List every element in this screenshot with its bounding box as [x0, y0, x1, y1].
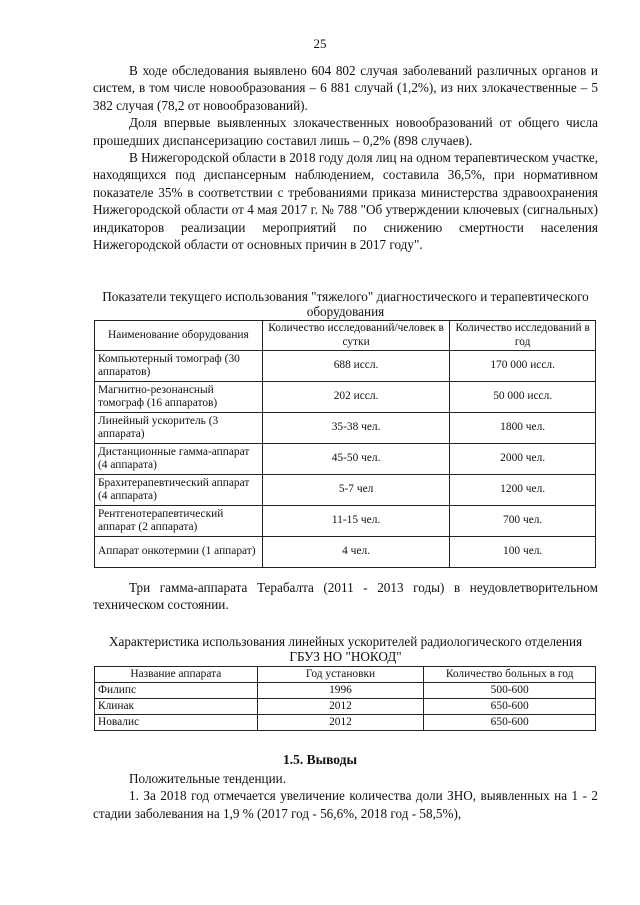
table2-caption: Характеристика использования линейных ускорителей радиологического отделения ГБУЗ НО "НОКОД" [108, 634, 583, 664]
table-row [95, 699, 596, 715]
table-row [95, 382, 596, 413]
paragraph: 1. За 2018 год отмечается увеличение количества доли ЗНО, выявленных на 1 - 2 стадии заболевания на 1,9 % (2017 год - 56,6%, 2018 год - 58,5%), [93, 788, 598, 821]
table-cell: 2012 [257, 699, 424, 715]
table-cell: 5-7 чел [262, 475, 449, 506]
body-text-bottom [93, 770, 598, 822]
table-row [95, 413, 596, 444]
table-cell: 650-600 [424, 699, 596, 715]
table-cell: Линейный ускоритель (3 аппарата) [95, 413, 263, 444]
table-cell: Клинак [95, 699, 258, 715]
table-row [95, 475, 596, 506]
table-cell: 202 иссл. [262, 382, 449, 413]
table-cell: Магнитно-резонансный томограф (16 аппаратов) [95, 382, 263, 413]
table-cell: 1996 [257, 683, 424, 699]
table-cell: 500-600 [424, 683, 596, 699]
table-row [95, 506, 596, 537]
column-header: Название аппарата [95, 667, 258, 683]
table-cell: 1200 чел. [450, 475, 596, 506]
column-header: Количество исследований в год [450, 321, 596, 351]
table-row [95, 444, 596, 475]
column-header: Наименование оборудования [95, 321, 263, 351]
body-text-middle [93, 579, 598, 614]
table-cell: 45-50 чел. [262, 444, 449, 475]
paragraph: В ходе обследования выявлено 604 802 случая заболеваний различных органов и систем, в том числе новообразования – 6 881 случай (1,2%), из них злокачественные – 5 382 случая (78,2 от новообразований). [93, 63, 598, 113]
table-row [95, 351, 596, 382]
paragraph: В Нижегородской области в 2018 году доля лиц на одном терапевтическом участке, находящихся под диспансерным наблюдением, составила 36,5%, при нормативном показателе 35% в соответствии с требованиями приказа министерства здравоохранения Нижегородской области от 4 мая 2017 г. № 788 "Об утверждении ключевых (сигнальных) индикаторов реализации мероприятий по снижению смертности населения Нижегородской области от основных причин в 2017 году". [93, 150, 598, 253]
table-cell: Компьютерный томограф (30 аппаратов) [95, 351, 263, 382]
table-row [95, 715, 596, 731]
table-cell: Рентгенотерапевтический аппарат (2 аппарата) [95, 506, 263, 537]
table-cell: Новалис [95, 715, 258, 731]
paragraph: Положительные тенденции. [129, 771, 287, 786]
column-header: Год установки [257, 667, 424, 683]
table1-caption: Показатели текущего использования "тяжелого" диагностического и терапевтического оборудования [102, 289, 589, 319]
table-cell: 688 иссл. [262, 351, 449, 382]
paragraph: Три гамма-аппарата Терабалта (2011 - 2013 годы) в неудовлетворительном техническом состоянии. [93, 580, 598, 613]
table-cell: 170 000 иссл. [450, 351, 596, 382]
table-cell: 4 чел. [262, 537, 449, 568]
paragraph: Доля впервые выявленных злокачественных новообразований от общего числа прошедших диспансеризацию составил лишь – 0,2% (898 случаев). [93, 115, 598, 148]
table-cell: 1800 чел. [450, 413, 596, 444]
table-header-row [95, 321, 596, 351]
table-cell: 700 чел. [450, 506, 596, 537]
table-cell: 650-600 [424, 715, 596, 731]
table-cell: 2012 [257, 715, 424, 731]
section-heading: 1.5. Выводы [282, 752, 358, 767]
table-cell: Аппарат онкотермии (1 аппарат) [95, 537, 263, 568]
table-row [95, 537, 596, 568]
table-row [95, 683, 596, 699]
table-cell: Дистанционные гамма-аппарат (4 аппарата) [95, 444, 263, 475]
column-header: Количество исследований/человек в сутки [262, 321, 449, 351]
table-cell: 35-38 чел. [262, 413, 449, 444]
table-cell: 11-15 чел. [262, 506, 449, 537]
table-header-row [95, 667, 596, 683]
table-cell: 50 000 иссл. [450, 382, 596, 413]
page-number: 25 [313, 36, 327, 51]
linear-accelerators-table [94, 666, 596, 731]
table-cell: Филипс [95, 683, 258, 699]
table-cell: 100 чел. [450, 537, 596, 568]
table-cell: 2000 чел. [450, 444, 596, 475]
table-cell: Брахитерапевтический аппарат (4 аппарата) [95, 475, 263, 506]
column-header: Количество больных в год [424, 667, 596, 683]
body-text-top [93, 62, 598, 253]
equipment-usage-table [94, 320, 596, 568]
